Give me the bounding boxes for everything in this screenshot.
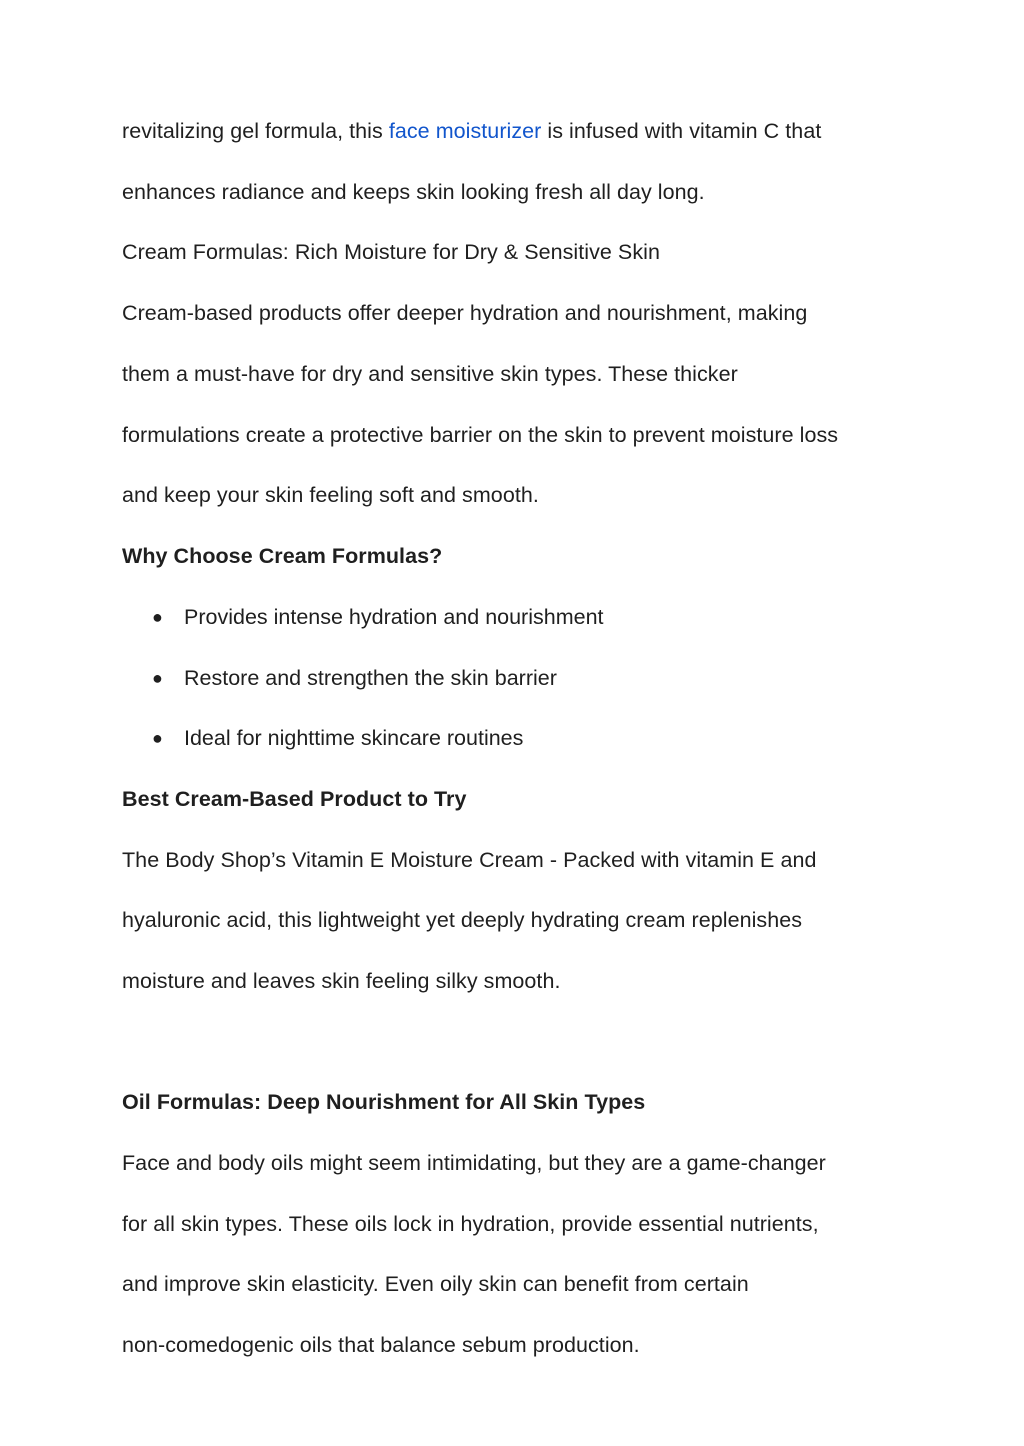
best-product-line: The Body Shop’s Vitamin E Moisture Cream - Packed with vitamin E and	[122, 848, 817, 872]
bullet-icon: ●	[152, 668, 163, 688]
cream-paragraph-line: formulations create a protective barrier on the skin to prevent moisture loss	[122, 423, 839, 447]
best-product-line: moisture and leaves skin feeling silky smooth.	[122, 969, 561, 993]
why-choose-heading: Why Choose Cream Formulas?	[122, 544, 443, 568]
best-product-heading: Best Cream-Based Product to Try	[122, 787, 467, 811]
cream-section-heading: Cream Formulas: Rich Moisture for Dry & Sensitive Skin	[122, 240, 660, 264]
oil-paragraph-line: non-comedogenic oils that balance sebum production.	[122, 1333, 640, 1357]
face-moisturizer-link[interactable]: face moisturizer	[388, 119, 542, 143]
oil-section-heading: Oil Formulas: Deep Nourishment for All Skin Types	[122, 1090, 646, 1114]
list-item-text: Restore and strengthen the skin barrier	[184, 666, 557, 690]
bullet-icon: ●	[152, 607, 163, 627]
intro-text-after-link: is infused with vitamin C that	[541, 119, 822, 143]
best-product-line: hyaluronic acid, this lightweight yet deeply hydrating cream replenishes	[122, 908, 803, 932]
list-item-text: Ideal for nighttime skincare routines	[184, 726, 524, 750]
intro-line-1	[122, 117, 821, 145]
cream-paragraph-line: and keep your skin feeling soft and smooth.	[122, 483, 539, 507]
oil-paragraph-line: for all skin types. These oils lock in hydration, provide essential nutrients,	[122, 1212, 819, 1236]
oil-paragraph-line: and improve skin elasticity. Even oily skin can benefit from certain	[122, 1272, 749, 1296]
bullet-icon: ●	[152, 728, 163, 748]
intro-text-before-link: revitalizing gel formula, this	[122, 119, 389, 143]
list-item-text: Provides intense hydration and nourishment	[184, 605, 604, 629]
oil-paragraph-line: Face and body oils might seem intimidating, but they are a game-changer	[122, 1151, 826, 1175]
cream-paragraph-line: Cream-based products offer deeper hydration and nourishment, making	[122, 301, 808, 325]
cream-paragraph-line: them a must-have for dry and sensitive skin types. These thicker	[122, 362, 738, 386]
intro-line-2: enhances radiance and keeps skin looking fresh all day long.	[122, 180, 705, 204]
